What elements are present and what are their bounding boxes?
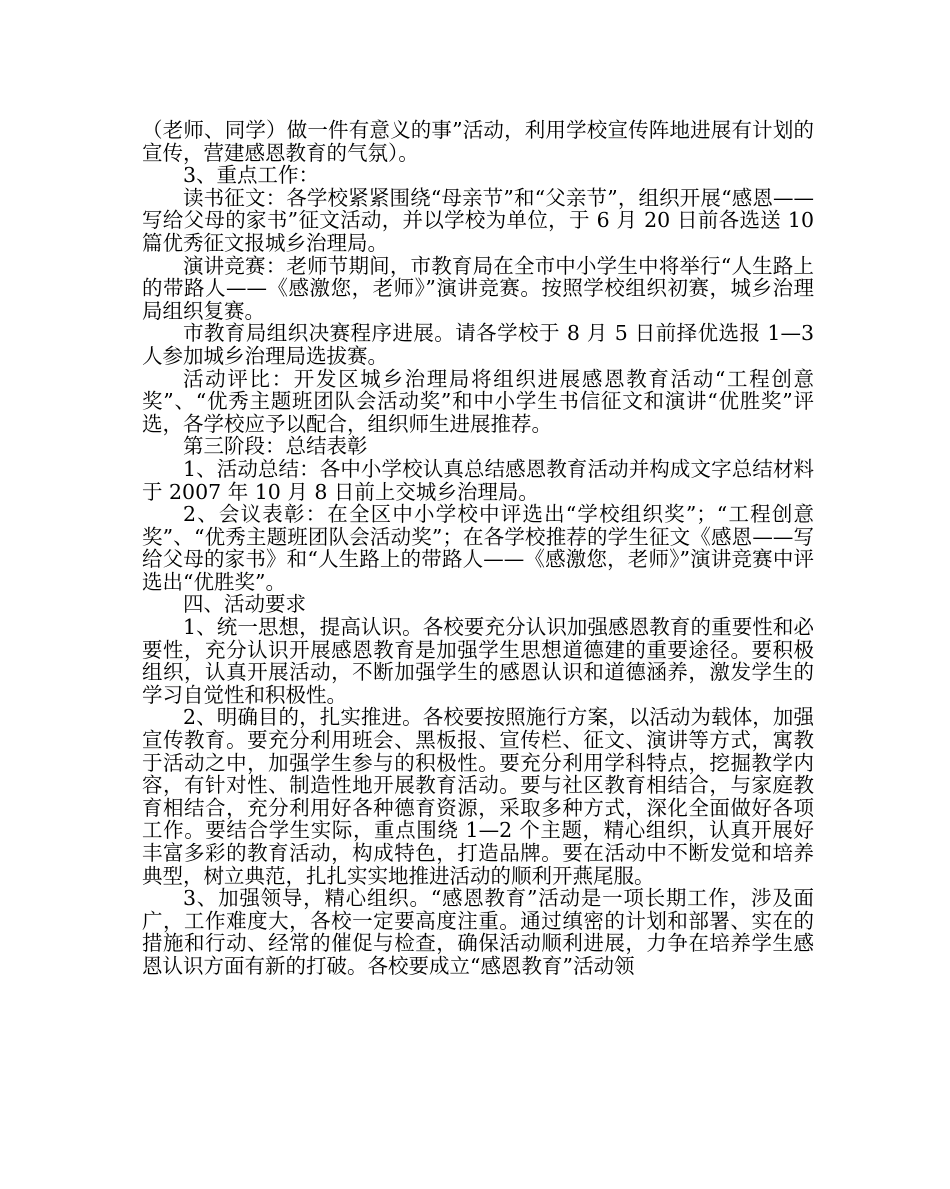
paragraph-final-round: 市教育局组织决赛程序进展。请各学校于 8 月 5 日前择优选报 1—3 人参加城乡治理局选拔赛。 (142, 321, 814, 368)
paragraph-requirement-two: 2、明确目的，扎实推进。各校要按照施行方案，以活动为载体，加强宣传教育。要充分利用班会、黑板报、宣传栏、征文、演讲等方式，寓教于活动之中，加强学生参与的积极性。要充分利用学科特点，挖掘教学内容，有针对性、制造性地开展教育活动。要与社区教育相结合，与家庭教育相结合，充分利用好各种德育资源，采取多种方式，深化全面做好各项工作。要结合学生实际，重点围绕 1—2 个主题，精心组织，认真开展好丰富多彩的教育活动，构成特色，打造品牌。要在活动中不断发觉和培养典型，树立典范，扎扎实实地推进活动的顺利开燕尾服。 (142, 705, 814, 888)
paragraph-requirement-three: 3、加强领导，精心组织。“感恩教育”活动是一项长期工作，涉及面广，工作难度大，各校一定要高度注重。通过缜密的计划和部署、实在的措施和行动、经常的催促与检查，确保活动顺利进展，力争在培养学生感恩认识方面有新的打破。各校要成立“感恩教育”活动领 (142, 886, 814, 978)
document-body (142, 119, 814, 978)
paragraph-meeting-awards: 2、会议表彰：在全区中小学校中评选出“学校组织奖”；“工程创意奖”、“优秀主题班团队会活动奖”；在各学校推荐的学生征文《感恩——写给父母的家书》和“人生路上的带路人——《感激您，老师》”演讲竞赛中评选出“优胜奖”。 (142, 502, 814, 594)
paragraph-key-work-heading: 3、重点工作： (183, 163, 320, 188)
paragraph-stage-three-heading: 第三阶段：总结表彰 (183, 434, 368, 459)
paragraph-continuation: （老师、同学）做一件有意义的事”活动，利用学校宣传阵地进展有计划的宣传，营建感恩教育的气氛）。 (142, 118, 814, 165)
paragraph-activity-summary: 1、活动总结：各中小学校认真总结感恩教育活动并构成文字总结材料于 2007 年 10 月 8 日前上交城乡治理局。 (142, 456, 814, 504)
paragraph-requirement-one: 1、统一思想，提高认识。各校要充分认识加强感恩教育的重要性和必要性，充分认识开展感恩教育是加强学生思想道德建的重要途径。要积极组织，认真开展活动，不断加强学生的感恩认识和道德涵养，激发学生的学习自觉性和积极性。 (142, 615, 814, 707)
paragraph-essay-contest: 读书征文：各学校紧紧围绕“母亲节”和“父亲节”，组织开展“感恩——写给父母的家书”征文活动，并以学校为单位，于 6 月 20 日前各选送 10 篇优秀征文报城乡治理局。 (142, 185, 814, 255)
paragraph-activity-evaluation: 活动评比：开发区城乡治理局将组织进展感恩教育活动“工程创意奖”、“优秀主题班团队会活动奖”和中小学生书信征文和演讲“优胜奖”评选，各学校应予以配合，组织师生进展推荐。 (142, 366, 814, 436)
paragraph-speech-contest: 演讲竞赛：老师节期间，市教育局在全市中小学生中将举行“人生路上的带路人——《感激您，老师》”演讲竞赛。按照学校组织初赛，城乡治理局组织复赛。 (142, 253, 814, 323)
paragraph-requirements-heading: 四、活动要求 (183, 592, 306, 617)
